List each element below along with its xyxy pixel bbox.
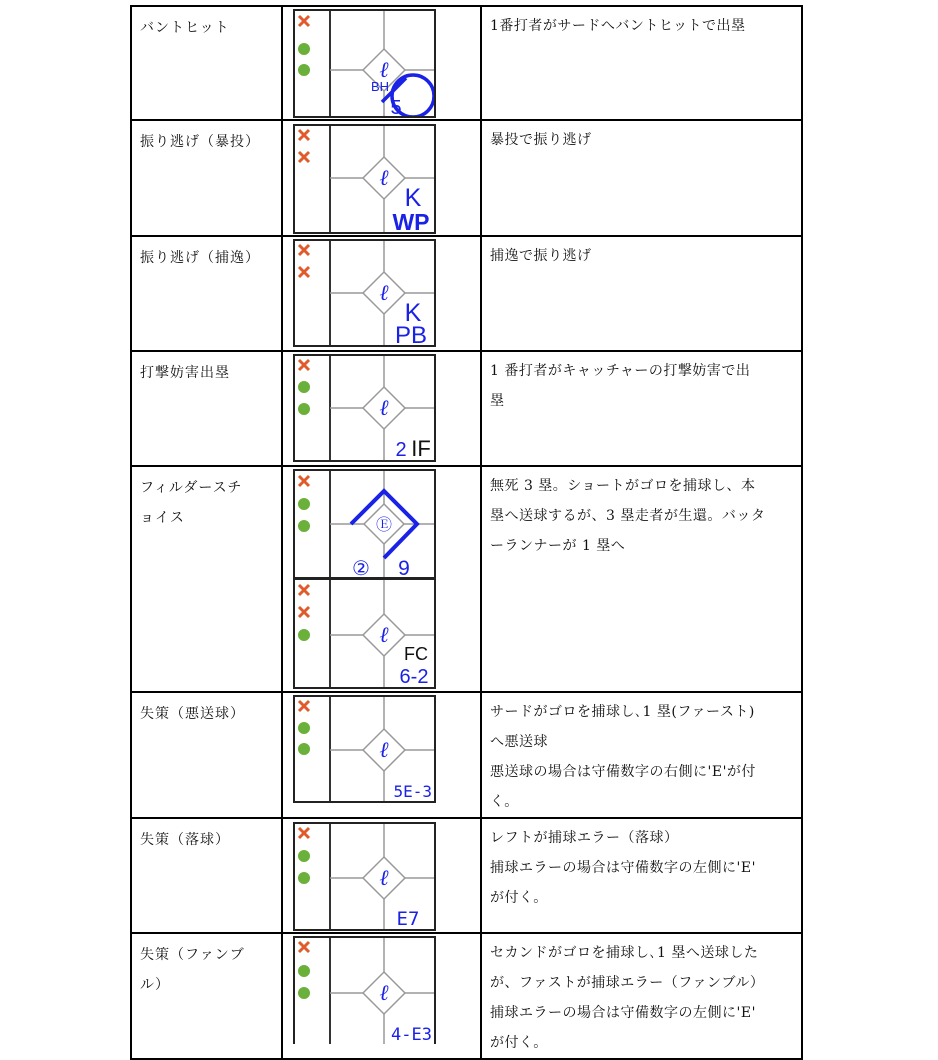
svg-text:ℓ: ℓ bbox=[379, 866, 389, 891]
svg-text:ℓ: ℓ bbox=[379, 981, 389, 1006]
table-row bbox=[131, 933, 802, 1059]
description-line: 捕逸で振り逃げ bbox=[490, 248, 592, 264]
earned-run-icon: Ⓔ bbox=[375, 515, 393, 534]
scorecard-box bbox=[293, 9, 436, 118]
out-mark-icon bbox=[299, 476, 309, 486]
notation-fielder: 5 bbox=[390, 97, 402, 116]
description-line: へ悪送球 bbox=[490, 734, 548, 750]
scorecard-cell bbox=[282, 818, 481, 933]
description-line: 捕球エラーの場合は守備数字の左側に'E' bbox=[490, 1005, 756, 1021]
table-row bbox=[131, 6, 802, 120]
notation-fielders: 6-2 bbox=[399, 666, 429, 687]
play-description bbox=[481, 120, 802, 236]
ball-dot-icon bbox=[298, 722, 310, 734]
notation-error: E7 bbox=[396, 908, 420, 929]
scorecard-box bbox=[293, 354, 436, 462]
play-description bbox=[481, 6, 802, 120]
out-mark-icon bbox=[299, 701, 309, 711]
play-name: 失策（悪送球） bbox=[131, 692, 282, 818]
ball-dot-icon bbox=[298, 987, 310, 999]
description-line: 塁 bbox=[490, 393, 505, 409]
notation-k: K bbox=[404, 184, 422, 212]
scorecard-box bbox=[293, 695, 436, 803]
notation-wp: WP bbox=[392, 209, 430, 232]
description-line: レフトが捕球エラー（落球） bbox=[490, 830, 679, 846]
out-mark-icon bbox=[299, 16, 309, 26]
out-mark-icon bbox=[299, 360, 309, 370]
play-description bbox=[481, 818, 802, 933]
ball-dot-icon bbox=[298, 872, 310, 884]
table-row bbox=[131, 692, 802, 818]
description-line: ーランナーが 1 塁へ bbox=[490, 538, 626, 554]
scorecard-cell bbox=[282, 120, 481, 236]
scorecard-box bbox=[293, 124, 436, 234]
svg-text:ℓ: ℓ bbox=[379, 623, 389, 648]
notation-k: K bbox=[404, 299, 422, 327]
scoring-rules-table bbox=[130, 5, 803, 1060]
ball-dot-icon bbox=[298, 498, 310, 510]
play-name: バントヒット bbox=[131, 6, 282, 120]
svg-text:ℓ: ℓ bbox=[379, 738, 389, 763]
scorecard-cell bbox=[282, 236, 481, 351]
ball-dot-icon bbox=[298, 850, 310, 862]
notation-rbi: ② bbox=[352, 556, 370, 577]
table-row bbox=[131, 466, 802, 692]
svg-text:ℓ: ℓ bbox=[379, 396, 389, 421]
play-description bbox=[481, 236, 802, 351]
description-line: が付く。 bbox=[490, 1035, 548, 1051]
scorecard-box bbox=[293, 469, 436, 580]
scorecard-cell bbox=[282, 933, 481, 1059]
play-description bbox=[481, 933, 802, 1059]
scorecard-cell bbox=[282, 692, 481, 818]
description-line: 暴投で振り逃げ bbox=[490, 132, 592, 148]
svg-text:ℓ: ℓ bbox=[379, 281, 389, 306]
scorecard-box bbox=[293, 822, 436, 931]
ball-dot-icon bbox=[298, 64, 310, 76]
play-name-line: 失策（ファンブ bbox=[140, 947, 245, 963]
play-description bbox=[481, 466, 802, 692]
play-name: 振り逃げ（捕逸） bbox=[131, 236, 282, 351]
description-line: が付く。 bbox=[490, 890, 548, 906]
table-row bbox=[131, 236, 802, 351]
notation-bh: BH bbox=[370, 79, 390, 94]
description-line: 1番打者がサードへバントヒットで出塁 bbox=[490, 18, 746, 34]
notation-if: IF bbox=[411, 436, 431, 460]
notation-fc: FC bbox=[404, 644, 428, 664]
table-row bbox=[131, 351, 802, 466]
out-mark-icon bbox=[299, 130, 309, 140]
out-mark-icon bbox=[299, 828, 309, 838]
description-line: セカンドがゴロを捕球し､1 塁へ送球した bbox=[490, 945, 759, 961]
play-description bbox=[481, 351, 802, 466]
ball-dot-icon bbox=[298, 381, 310, 393]
ball-dot-icon bbox=[298, 43, 310, 55]
ball-dot-icon bbox=[298, 403, 310, 415]
out-mark-icon bbox=[299, 942, 309, 952]
notation-error: 5E-3 bbox=[393, 782, 432, 801]
ball-dot-icon bbox=[298, 965, 310, 977]
out-mark-icon bbox=[299, 267, 309, 277]
description-line: サードがゴロを捕球し､1 塁(ファースト) bbox=[490, 704, 755, 720]
play-name bbox=[131, 466, 282, 692]
svg-text:ℓ: ℓ bbox=[379, 58, 389, 83]
description-line: く。 bbox=[490, 794, 519, 810]
play-name-line: フィルダースチ bbox=[140, 480, 243, 496]
ball-dot-icon bbox=[298, 629, 310, 641]
notation-fielder: 2 bbox=[395, 439, 407, 460]
out-mark-icon bbox=[299, 585, 309, 595]
out-mark-icon bbox=[299, 245, 309, 255]
scorecard-cell bbox=[282, 6, 481, 120]
play-name-line: ル） bbox=[140, 977, 170, 993]
description-line: が、ファストが捕球エラー（ファンブル） bbox=[490, 975, 765, 991]
scoring-rules-sheet bbox=[130, 5, 803, 1060]
description-line: 無死 3 塁。ショートがゴロを捕球し、本 bbox=[490, 478, 756, 494]
play-description bbox=[481, 692, 802, 818]
play-name: 打撃妨害出塁 bbox=[131, 351, 282, 466]
scorecard-cell bbox=[282, 351, 481, 466]
play-name-line: ョイス bbox=[140, 510, 185, 526]
description-line: 捕球エラーの場合は守備数字の左側に'E' bbox=[490, 860, 756, 876]
play-name bbox=[131, 933, 282, 1059]
notation-fielder: 9 bbox=[398, 557, 410, 577]
description-line: 塁へ送球するが、3 塁走者が生還。バッタ bbox=[490, 508, 766, 524]
notation-error: 4-E3 bbox=[391, 1025, 432, 1044]
scorecard-box bbox=[293, 239, 436, 347]
scorecard-cell bbox=[282, 466, 481, 692]
table-row bbox=[131, 120, 802, 236]
svg-text:ℓ: ℓ bbox=[379, 166, 389, 191]
ball-dot-icon bbox=[298, 743, 310, 755]
ball-dot-icon bbox=[298, 520, 310, 532]
notation-pb: PB bbox=[394, 322, 428, 345]
play-name: 振り逃げ（暴投） bbox=[131, 120, 282, 236]
scorecard-box bbox=[293, 936, 436, 1044]
play-name: 失策（落球） bbox=[131, 818, 282, 933]
scorecard-box bbox=[293, 580, 436, 689]
out-mark-icon bbox=[299, 152, 309, 162]
table-row bbox=[131, 818, 802, 933]
description-line: 悪送球の場合は守備数字の右側に'E'が付 bbox=[490, 764, 756, 780]
description-line: 1 番打者がキャッチャーの打撃妨害で出 bbox=[490, 363, 751, 379]
out-mark-icon bbox=[299, 607, 309, 617]
